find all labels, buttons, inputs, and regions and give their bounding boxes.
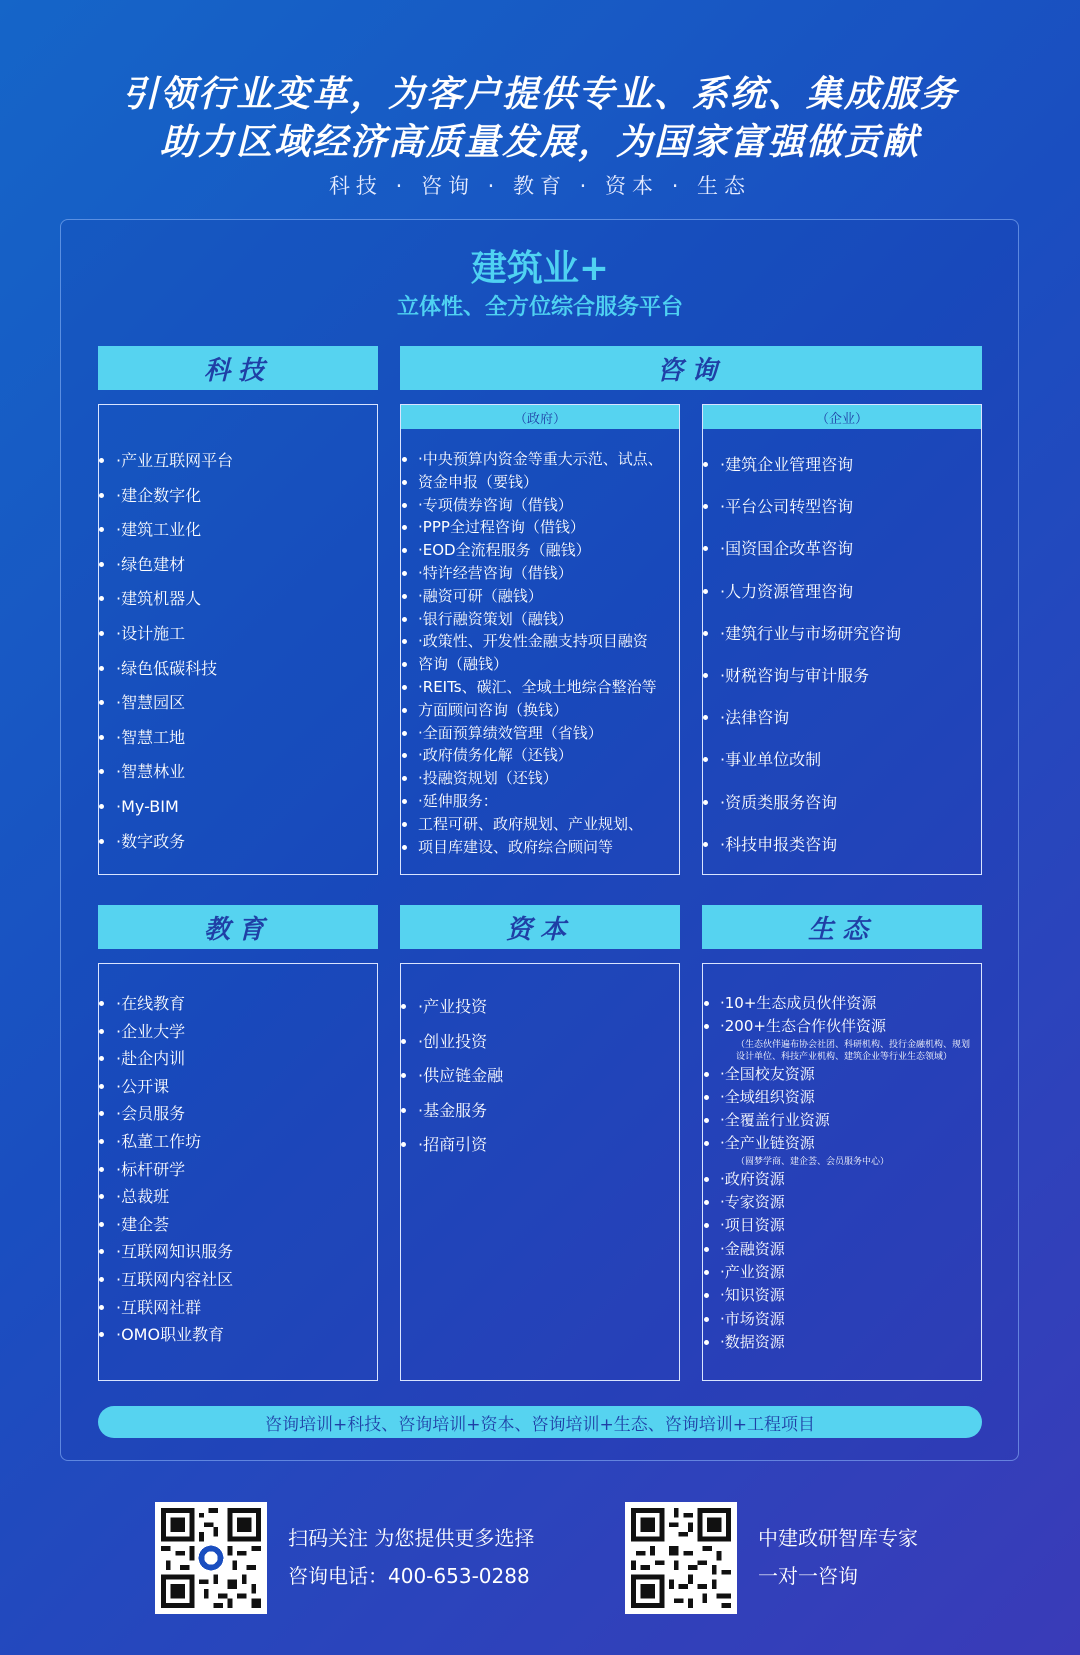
list-item xyxy=(720,1109,976,1132)
list-item xyxy=(418,471,663,494)
list-item xyxy=(720,1168,976,1191)
tech-list xyxy=(116,444,233,859)
list-item-text: ·会员服务 xyxy=(116,1104,186,1124)
list-item xyxy=(116,1266,233,1294)
list-item xyxy=(720,613,901,655)
list-item xyxy=(720,1191,976,1214)
list-item-text: ·金融资源 xyxy=(720,1239,785,1258)
list-item-text: ·特许经营咨询（借钱） xyxy=(418,563,573,582)
list-item xyxy=(720,486,901,528)
list-item xyxy=(720,992,976,1015)
list-item xyxy=(418,1059,503,1094)
list-item-text: ·融资可研（融钱） xyxy=(418,586,543,605)
list-item-text: 资金申报（要钱） xyxy=(418,472,539,491)
list-item-text: ·产业投资 xyxy=(418,997,488,1016)
list-item xyxy=(116,1128,233,1156)
list-item-text: ·智慧工地 xyxy=(116,727,186,747)
list-item xyxy=(116,1156,233,1184)
list-item xyxy=(116,479,233,514)
list-item-text: 方面顾问咨询（换钱） xyxy=(418,700,569,719)
list-item-text: ·知识资源 xyxy=(720,1286,785,1305)
list-item-text: ·10+生态成员伙伴资源 xyxy=(720,994,877,1012)
list-item-text: ·专项债券咨询（借钱） xyxy=(418,495,573,514)
list-item-text: ·建筑机器人 xyxy=(116,589,202,609)
list-item xyxy=(418,767,663,790)
list-item-text: ·EOD全流程服务（融钱） xyxy=(418,541,591,560)
list-item xyxy=(418,676,663,699)
list-item-text: ·人力资源管理咨询 xyxy=(720,581,854,601)
list-item xyxy=(720,697,901,739)
list-item-text: ·互联网社群 xyxy=(116,1297,202,1317)
list-item xyxy=(116,1321,233,1349)
list-item-text: ·全面预算绩效管理（省钱） xyxy=(418,723,603,742)
list-item-text: ·公开课 xyxy=(116,1076,170,1096)
list-item-text: ·绿色低碳科技 xyxy=(116,658,218,678)
list-item xyxy=(418,836,663,859)
list-item xyxy=(116,1211,233,1239)
list-item xyxy=(116,790,233,825)
list-item-text: ·法律咨询 xyxy=(720,708,790,728)
list-item-text: ·设计施工 xyxy=(116,623,186,643)
list-item-text: 咨询（融钱） xyxy=(418,655,509,674)
consult-ent-list xyxy=(720,444,901,866)
list-item xyxy=(418,539,663,562)
footer-scan-text: 扫码关注 为您提供更多选择 xyxy=(288,1526,535,1550)
list-item xyxy=(418,990,503,1025)
list-item-text: ·全产业链资源 xyxy=(720,1134,815,1153)
list-item xyxy=(418,516,663,539)
list-item-text: ·建筑行业与市场研究咨询 xyxy=(720,623,902,643)
list-item-text: ·建筑企业管理咨询 xyxy=(720,455,854,474)
list-item xyxy=(418,1025,503,1060)
list-item xyxy=(116,825,233,860)
list-item-text: ·数字政务 xyxy=(116,831,186,851)
list-item-text: ·OMO职业教育 xyxy=(116,1325,225,1345)
consult-gov-label: （政府） xyxy=(401,405,679,429)
list-item xyxy=(418,630,663,653)
bottom-summary-bar: 咨询培训+科技、咨询培训+资本、咨询培训+生态、咨询培训+工程项目 xyxy=(98,1406,982,1438)
category-header-tech: 科技 xyxy=(98,346,378,390)
list-item xyxy=(720,1063,976,1086)
list-item-text: ·互联网知识服务 xyxy=(116,1242,234,1262)
list-item-text: ·市场资源 xyxy=(720,1309,785,1328)
list-item-text: ·全国校友资源 xyxy=(720,1064,815,1083)
list-item-text: ·建企荟 xyxy=(116,1214,170,1234)
list-item-text: ·全域组织资源 xyxy=(720,1087,815,1106)
list-item-text: ·政府债务化解（还钱） xyxy=(418,746,573,765)
edu-list xyxy=(116,990,233,1349)
headline-line1: 引领行业变革，为客户提供专业、系统、集成服务 xyxy=(121,74,958,115)
list-item-text: ·私董工作坊 xyxy=(116,1131,202,1151)
list-item xyxy=(418,722,663,745)
list-item-text: ·平台公司转型咨询 xyxy=(720,497,854,517)
list-item-text: ·事业单位改制 xyxy=(720,750,822,770)
list-item xyxy=(116,444,233,479)
list-item xyxy=(720,444,901,486)
list-item-text: ·数据资源 xyxy=(720,1332,785,1351)
list-item-text: ·创业投资 xyxy=(418,1031,488,1051)
pillars-tagline: 科技 · 咨询 · 教育 · 资本 · 生态 xyxy=(328,174,752,198)
list-item xyxy=(418,744,663,767)
list-item-text: ·产业资源 xyxy=(720,1262,785,1281)
list-item-text: ·投融资规划（还钱） xyxy=(418,769,558,788)
list-item-text: ·PPP全过程咨询（借钱） xyxy=(418,518,585,537)
list-item-text: ·建筑工业化 xyxy=(116,520,202,540)
list-item xyxy=(116,652,233,687)
list-item xyxy=(116,1045,233,1073)
footer-phone-text: 咨询电话：400-653-0288 xyxy=(288,1564,530,1588)
list-item xyxy=(720,528,901,570)
list-item-text: ·My-BIM xyxy=(116,796,179,816)
list-item xyxy=(116,513,233,548)
qr-code-icon xyxy=(155,1502,267,1614)
category-header-eco: 生态 xyxy=(702,905,982,949)
footer-expert-text: 中建政研智库专家 xyxy=(758,1526,918,1550)
list-item xyxy=(116,686,233,721)
list-item xyxy=(116,990,233,1018)
list-item-text: ·总裁班 xyxy=(116,1187,170,1207)
list-item-text: ·项目资源 xyxy=(720,1216,785,1235)
list-item xyxy=(418,699,663,722)
consult-gov-list xyxy=(418,448,663,858)
footer-left-text xyxy=(288,1519,534,1595)
list-item xyxy=(116,721,233,756)
capital-list xyxy=(418,990,503,1163)
list-item-text: ·建企数字化 xyxy=(116,485,202,505)
list-item xyxy=(720,655,901,697)
list-item xyxy=(418,608,663,631)
list-item-text: ·专家资源 xyxy=(720,1193,785,1212)
list-item xyxy=(720,1261,976,1284)
list-item xyxy=(720,1214,976,1237)
list-item-text: ·200+生态合作伙伴资源 xyxy=(720,1017,886,1036)
list-item-text: ·产业互联网平台 xyxy=(116,451,234,470)
list-item-text: ·延伸服务： xyxy=(418,791,498,810)
category-header-capital: 资本 xyxy=(400,905,680,949)
list-item xyxy=(116,548,233,583)
list-item-text: 工程可研、政府规划、产业规划、 xyxy=(418,814,644,833)
list-item-text: ·标杆研学 xyxy=(116,1159,186,1179)
list-item-text: ·财税咨询与审计服务 xyxy=(720,666,870,686)
list-item xyxy=(720,1308,976,1331)
list-item-text: ·供应链金融 xyxy=(418,1066,504,1085)
list-item xyxy=(720,739,901,781)
list-item xyxy=(720,1132,976,1167)
list-item xyxy=(116,617,233,652)
list-item xyxy=(116,582,233,617)
list-item xyxy=(720,1238,976,1261)
list-item xyxy=(418,813,663,836)
list-item-text: ·绿色建材 xyxy=(116,554,186,574)
list-item xyxy=(116,1073,233,1101)
list-item-text: ·政府资源 xyxy=(720,1169,785,1188)
list-item-note: （生态伙伴遍布协会社团、科研机构、投行金融机构、规划设计单位、科技产业机构、建筑企业等行业生态领域） xyxy=(736,1039,971,1062)
list-item-text: ·基金服务 xyxy=(418,1100,488,1120)
list-item xyxy=(418,562,663,585)
list-item xyxy=(418,653,663,676)
list-item-text: ·国资国企改革咨询 xyxy=(720,539,854,559)
list-item xyxy=(720,824,901,866)
list-item-text: ·政策性、开发性金融支持项目融资 xyxy=(418,632,648,651)
list-item-text: ·赴企内训 xyxy=(116,1049,186,1069)
list-item-text: ·银行融资策划（融钱） xyxy=(418,609,573,628)
list-item-text: ·科技申报类咨询 xyxy=(720,834,838,854)
list-item-text: ·全覆盖行业资源 xyxy=(720,1111,830,1130)
list-item xyxy=(116,1100,233,1128)
list-item-text: ·中央预算内资金等重大示范、试点、 xyxy=(418,450,663,468)
eco-list xyxy=(720,992,976,1354)
list-item-text: ·REITs、碳汇、全域土地综合整治等 xyxy=(418,677,657,696)
list-item xyxy=(720,782,901,824)
consult-ent-label: （企业） xyxy=(703,405,981,429)
list-item xyxy=(418,790,663,813)
headline-line2: 助力区域经济高质量发展，为国家富强做贡献 xyxy=(159,122,920,163)
list-item-text: ·企业大学 xyxy=(116,1021,186,1041)
list-item xyxy=(116,1238,233,1266)
list-item xyxy=(116,755,233,790)
list-item-text: ·资质类服务咨询 xyxy=(720,792,838,812)
list-item-text: ·智慧林业 xyxy=(116,762,186,782)
panel-title: 建筑业+ xyxy=(470,248,610,289)
list-item xyxy=(418,448,663,471)
list-item-note: （圆梦学商、建企荟、会员服务中心） xyxy=(736,1156,890,1167)
list-item-text: ·互联网内容社区 xyxy=(116,1269,234,1289)
list-item xyxy=(720,1086,976,1109)
list-item-text: 项目库建设、政府综合顾问等 xyxy=(418,837,614,856)
list-item-text: ·招商引资 xyxy=(418,1135,488,1154)
list-item xyxy=(116,1294,233,1322)
panel-subtitle: 立体性、全方位综合服务平台 xyxy=(396,295,683,320)
qr-code-icon xyxy=(625,1502,737,1614)
list-item xyxy=(720,1284,976,1307)
footer-consult-text: 一对一咨询 xyxy=(758,1564,858,1588)
list-item xyxy=(418,1094,503,1129)
list-item xyxy=(418,585,663,608)
list-item xyxy=(418,494,663,517)
list-item xyxy=(116,1018,233,1046)
list-item-text: ·智慧园区 xyxy=(116,693,186,713)
category-header-edu: 教育 xyxy=(98,905,378,949)
list-item xyxy=(116,1183,233,1211)
category-header-consult: 咨询 xyxy=(400,346,982,390)
list-item xyxy=(418,1128,503,1163)
list-item-text: ·在线教育 xyxy=(116,994,186,1013)
list-item xyxy=(720,571,901,613)
footer-right-text xyxy=(758,1519,918,1595)
list-item xyxy=(720,1015,976,1062)
list-item xyxy=(720,1331,976,1354)
